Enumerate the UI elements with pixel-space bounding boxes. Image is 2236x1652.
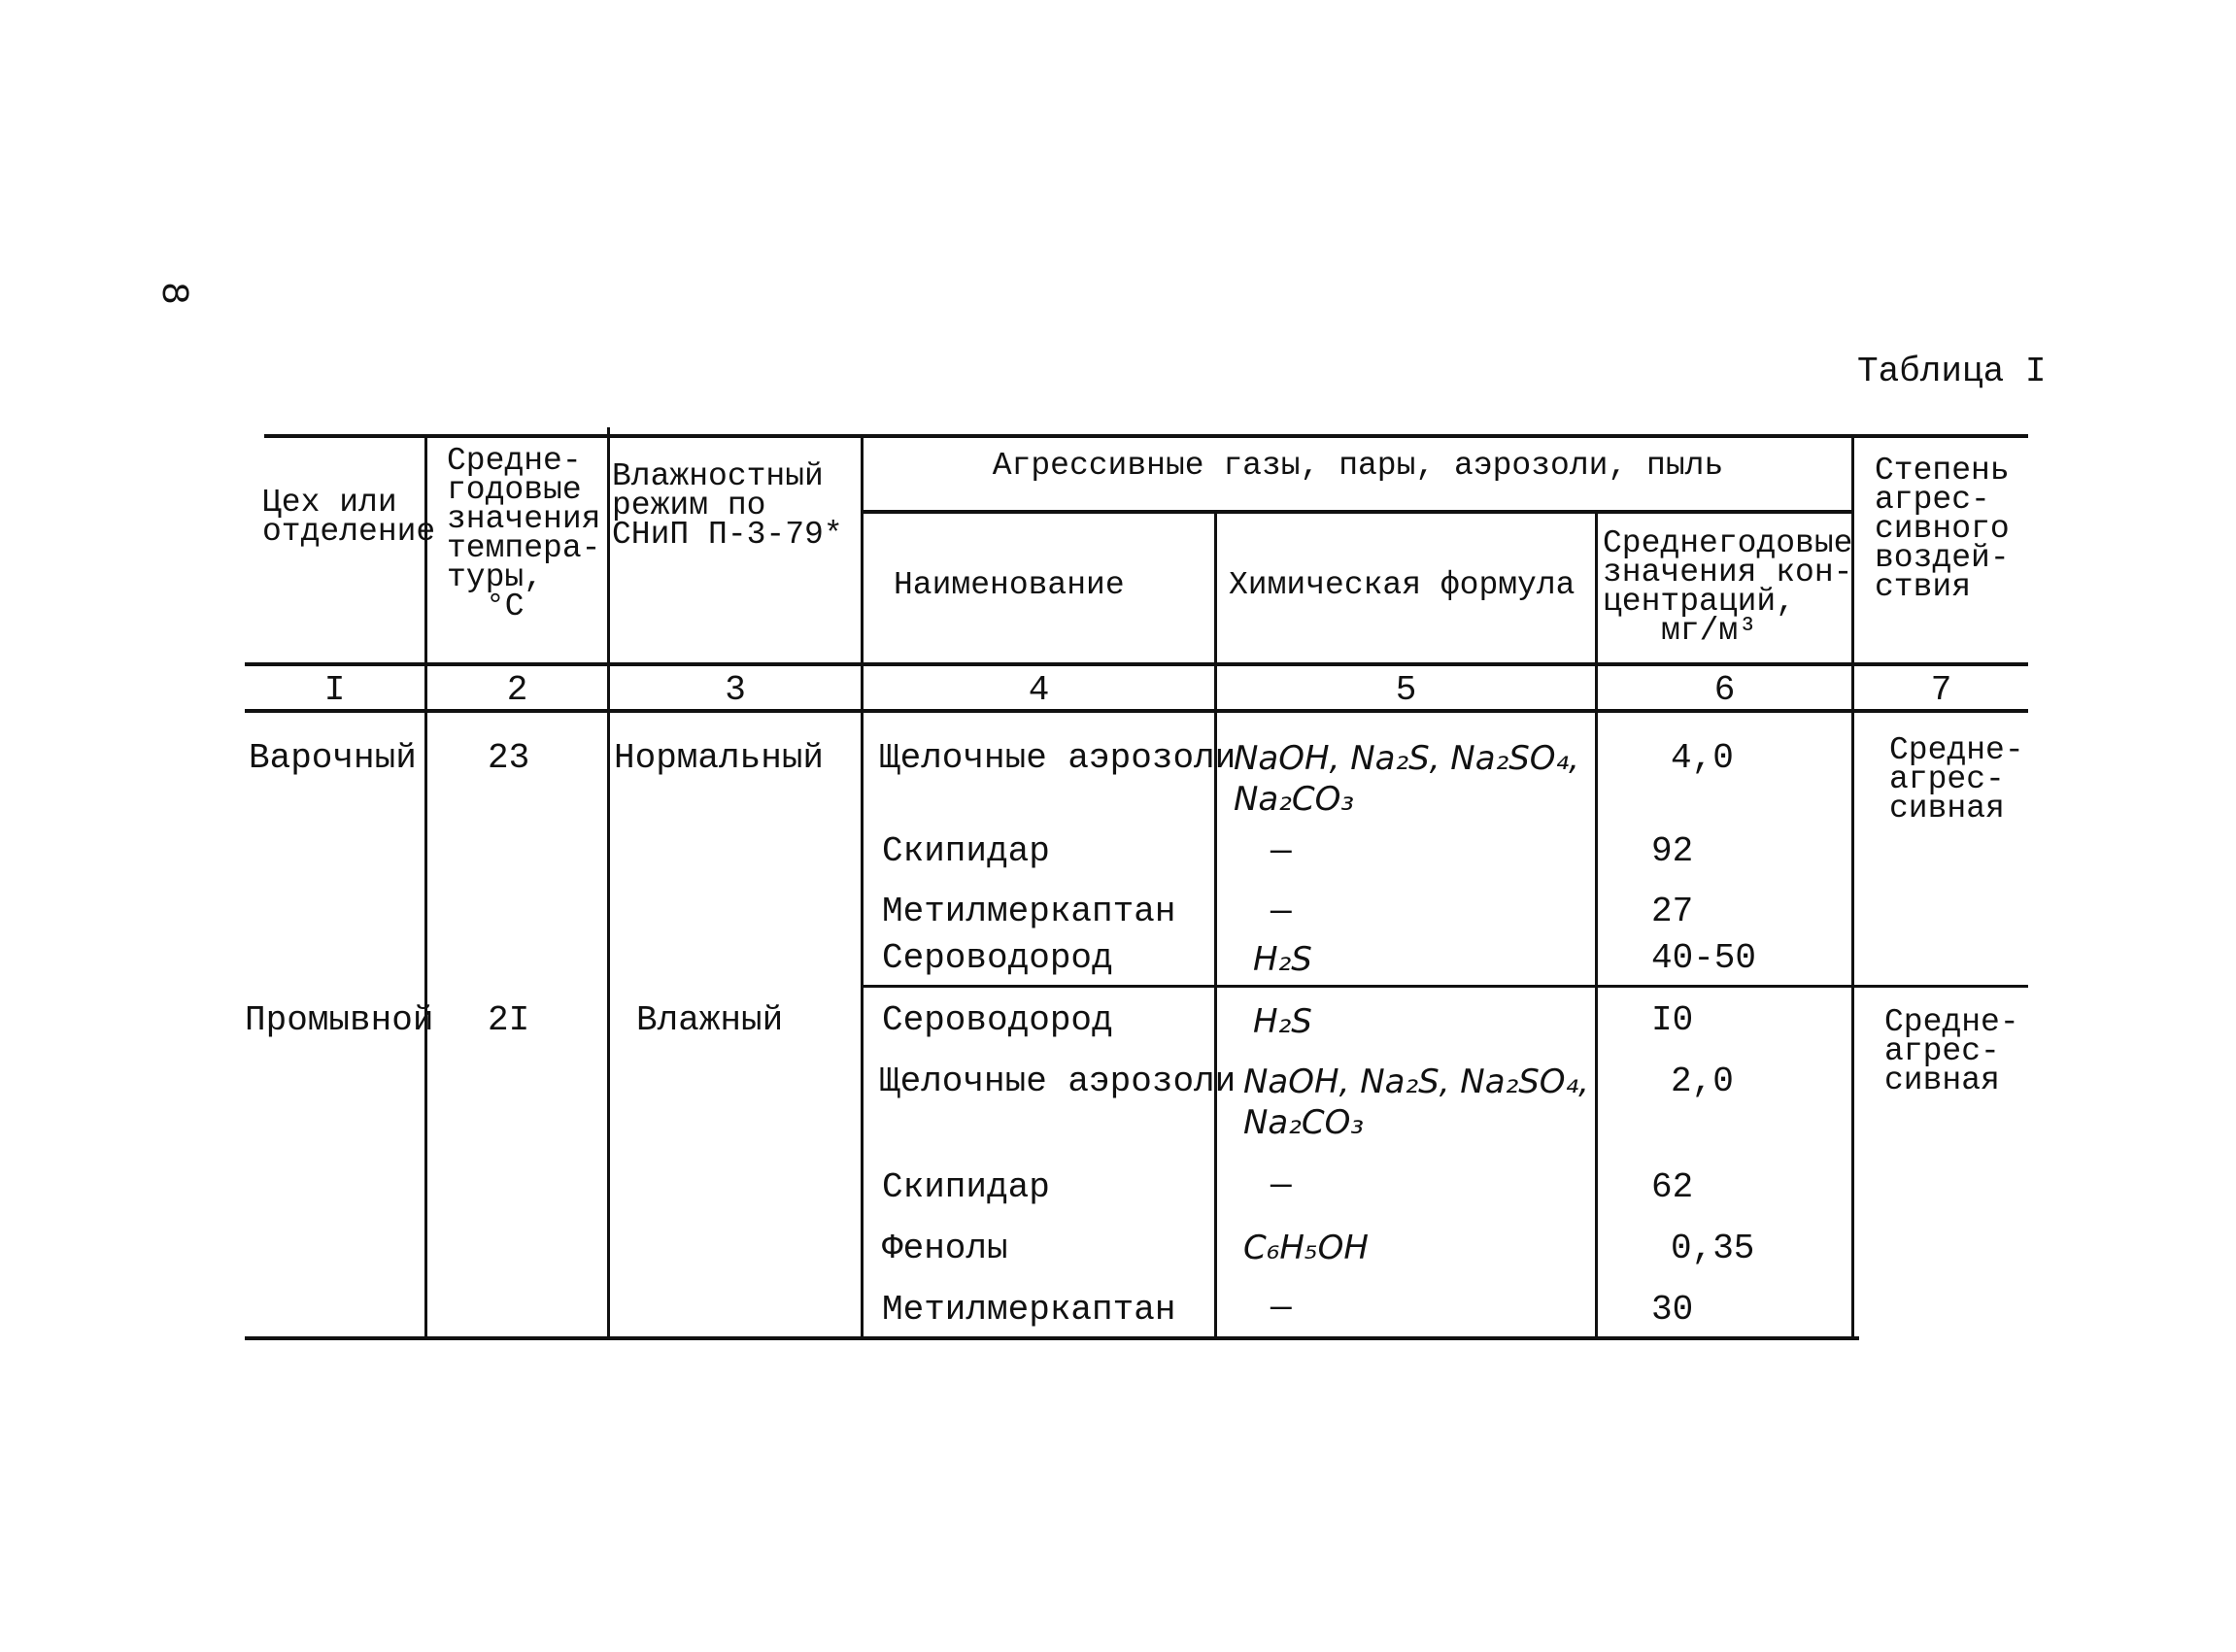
col-rule-4 — [1214, 510, 1217, 1339]
temperature: 2I — [488, 1000, 530, 1040]
group-header-rule — [863, 510, 1851, 514]
concentration: 62 — [1651, 1167, 1694, 1207]
chemical-formula: — — [1270, 892, 1292, 931]
substance-name: Метилмеркаптан — [882, 1290, 1176, 1330]
shop-name: Варочный — [249, 738, 417, 778]
aggression-degree: Средне- агрес- сивная — [1889, 732, 2024, 826]
column-number: 7 — [1930, 670, 1952, 710]
column-number: 3 — [725, 670, 746, 710]
table-bottom-rule — [245, 1336, 1859, 1340]
column-number: I — [323, 670, 346, 710]
column-number: 4 — [1028, 670, 1050, 710]
header-col2: Средне- годовые значения темпера- туры, °C — [447, 443, 601, 624]
header-group: Агрессивные газы, пары, аэрозоли, пыль — [992, 448, 1724, 484]
humidity-mode: Нормальный — [614, 738, 825, 778]
table-caption: Таблица I — [1857, 352, 2047, 391]
concentration: I0 — [1651, 1000, 1694, 1040]
aggression-degree: Средне- агрес- сивная — [1884, 1004, 2019, 1098]
substance-name: Сероводород — [882, 938, 1113, 978]
chemical-formula: — — [1270, 1165, 1292, 1205]
col-rule-2 — [607, 427, 610, 1339]
header-col1: Цех или отделение — [262, 485, 436, 550]
concentration: 2,0 — [1671, 1062, 1734, 1101]
humidity-mode: Влажный — [636, 1000, 784, 1040]
concentration: 92 — [1651, 831, 1694, 871]
temperature: 23 — [488, 738, 530, 778]
substance-name: Щелочные аэрозоли — [879, 1062, 1237, 1101]
chemical-formula: C₆H₅OH — [1243, 1229, 1369, 1267]
header-bottom-rule — [245, 662, 2028, 666]
chemical-formula: NaOH, Na₂S, Na₂SO₄, Na₂CO₃ — [1234, 739, 1579, 819]
substance-name: Скипидар — [882, 831, 1050, 871]
substance-name: Метилмеркаптан — [882, 892, 1176, 931]
column-number: 2 — [506, 670, 528, 710]
concentration: 30 — [1651, 1290, 1694, 1330]
chemical-formula: H₂S — [1253, 1002, 1312, 1041]
chemical-formula: H₂S — [1253, 940, 1312, 979]
header-col3: Влажностный режим по СНиП П-3-79* — [612, 458, 843, 553]
header-col7: Степень агрес- сивного воздей- ствия — [1875, 453, 2010, 605]
col-rule-3 — [861, 434, 864, 1339]
concentration: 40-50 — [1651, 938, 1757, 978]
shop-name: Промывной — [245, 1000, 434, 1040]
substance-name: Фенолы — [882, 1229, 1008, 1268]
concentration: 0,35 — [1671, 1229, 1755, 1268]
col-rule-1 — [424, 434, 427, 1339]
table-top-rule — [264, 434, 2028, 438]
col-rule-5 — [1595, 510, 1598, 1339]
chemical-formula: — — [1270, 831, 1292, 871]
header-col5: Химическая формула — [1229, 567, 1575, 603]
concentration: 27 — [1651, 892, 1694, 931]
substance-name: Сероводород — [882, 1000, 1113, 1040]
header-col4: Наименование — [894, 567, 1125, 603]
chemical-formula: NaOH, Na₂S, Na₂SO₄, Na₂CO₃ — [1243, 1062, 1589, 1142]
column-number: 6 — [1713, 670, 1736, 710]
substance-name: Скипидар — [882, 1167, 1050, 1207]
page-number: 8 — [151, 282, 194, 306]
column-number: 5 — [1395, 670, 1417, 710]
substance-name: Щелочные аэрозоли — [879, 738, 1237, 778]
concentration: 4,0 — [1671, 738, 1734, 778]
chemical-formula: — — [1270, 1288, 1292, 1328]
header-col6: Среднегодовые значения кон- центраций, мг/м³ — [1603, 525, 1853, 649]
